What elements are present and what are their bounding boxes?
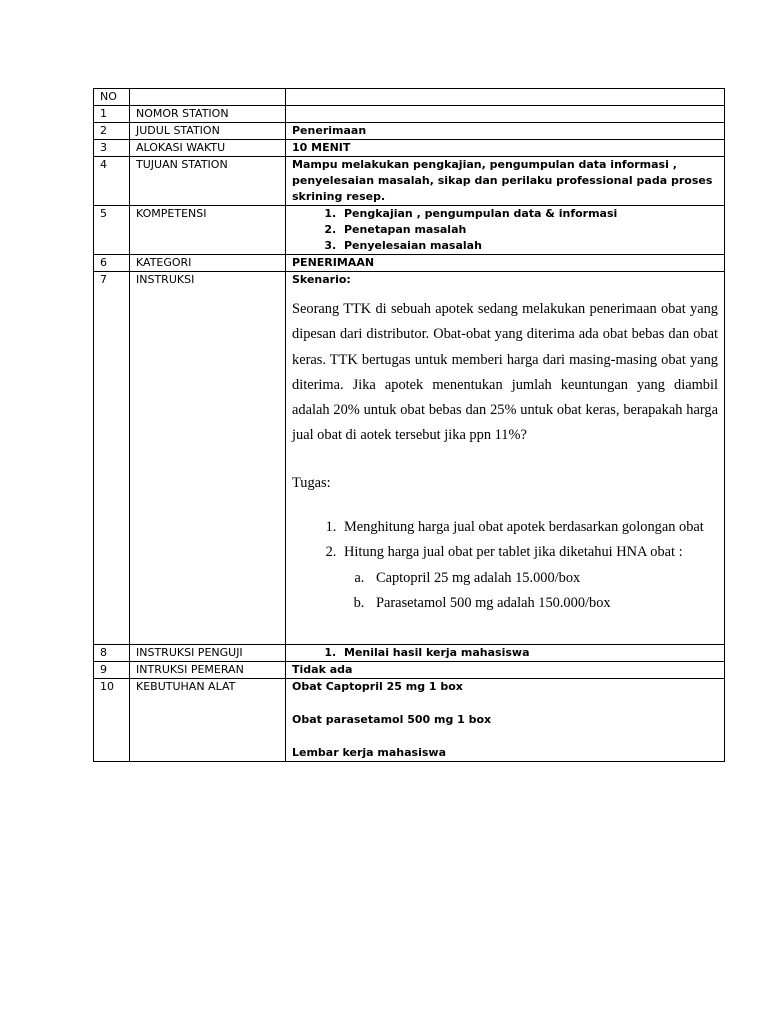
row-label	[130, 89, 286, 106]
row-label: ALOKASI WAKTU	[130, 140, 286, 157]
table-row-tujuan-station	[94, 157, 725, 206]
alat-item: Obat Captopril 25 mg 1 box	[292, 680, 463, 694]
instruksi-cell	[286, 272, 725, 645]
row-value: PENERIMAAN	[286, 255, 725, 272]
row-number: 5	[94, 206, 130, 255]
row-label: KATEGORI	[130, 255, 286, 272]
row-label: NOMOR STATION	[130, 106, 286, 123]
table-row-intruksi-pemeran	[94, 662, 725, 679]
skenario-heading: Skenario:	[292, 273, 351, 286]
penguji-list	[292, 645, 718, 661]
row-value	[286, 645, 725, 662]
list-item: 2. Penetapan masalah	[340, 222, 718, 238]
row-number: 10	[94, 679, 130, 762]
table-row-kategori	[94, 255, 725, 272]
row-label: KOMPETENSI	[130, 206, 286, 255]
row-number: 1	[94, 106, 130, 123]
row-value	[286, 679, 725, 762]
instruksi-body	[292, 297, 718, 644]
row-number: NO	[94, 89, 130, 106]
station-table	[93, 88, 725, 762]
row-label: KEBUTUHAN ALAT	[130, 679, 286, 762]
list-item	[340, 515, 718, 540]
kompetensi-list	[292, 206, 718, 254]
row-number: 9	[94, 662, 130, 679]
row-number: 7	[94, 272, 130, 645]
row-value	[286, 106, 725, 123]
tugas-label: Tugas:	[292, 474, 331, 491]
list-item	[340, 540, 718, 616]
row-value: Penerimaan	[286, 123, 725, 140]
table-row-instruksi-penguji	[94, 645, 725, 662]
table-row-judul-station	[94, 123, 725, 140]
table-row-header	[94, 89, 725, 106]
list-item: 1. Menilai hasil kerja mahasiswa	[340, 645, 718, 661]
row-label: INSTRUKSI	[130, 272, 286, 645]
row-label: INSTRUKSI PENGUJI	[130, 645, 286, 662]
row-label: TUJUAN STATION	[130, 157, 286, 206]
list-item: a. Captopril 25 mg adalah 15.000/box	[368, 566, 718, 591]
row-label: INTRUKSI PEMERAN	[130, 662, 286, 679]
subtask-list	[344, 566, 718, 617]
list-item: 3. Penyelesaian masalah	[340, 238, 718, 254]
alat-item: Obat parasetamol 500 mg 1 box	[292, 713, 492, 727]
row-value	[286, 89, 725, 106]
scenario-text: Seorang TTK di sebuah apotek sedang melakukan penerimaan obat yang dipesan dari distributor. Obat-obat yang diterima ada obat bebas dan obat keras. TTK bertugas untuk memberi harga dari masing-masing obat yang diterima. Jika apotek menentukan jumlah keuntungan yang diambil adalah 20% untuk obat bebas dan 25% untuk obat keras, berapakah harga jual obat di aotek tersebut jika ppn 11%?	[292, 301, 718, 444]
row-value: Tidak ada	[286, 662, 725, 679]
row-number: 2	[94, 123, 130, 140]
table-row-kompetensi	[94, 206, 725, 255]
table-row-kebutuhan-alat	[94, 679, 725, 762]
row-value	[286, 206, 725, 255]
row-value: Mampu melakukan pengkajian, pengumpulan data informasi , penyelesaian masalah, sikap dan perilaku professional pada proses skrining resep.	[286, 157, 725, 206]
table-row-alokasi-waktu	[94, 140, 725, 157]
table-row-nomor-station	[94, 106, 725, 123]
alat-item: Lembar kerja mahasiswa	[292, 746, 446, 760]
row-value: 10 MENIT	[286, 140, 725, 157]
row-number: 6	[94, 255, 130, 272]
list-item: 1. Pengkajian , pengumpulan data & informasi	[340, 206, 718, 222]
tugas-list	[292, 515, 718, 616]
task-text: Hitung harga jual obat per tablet jika diketahui HNA obat :	[344, 544, 683, 561]
table-row-instruksi	[94, 272, 725, 645]
task-text: Menghitung harga jual obat apotek berdasarkan golongan obat	[344, 519, 704, 536]
row-number: 4	[94, 157, 130, 206]
row-number: 8	[94, 645, 130, 662]
row-label: JUDUL STATION	[130, 123, 286, 140]
row-number: 3	[94, 140, 130, 157]
list-item: b. Parasetamol 500 mg adalah 150.000/box	[368, 591, 718, 616]
